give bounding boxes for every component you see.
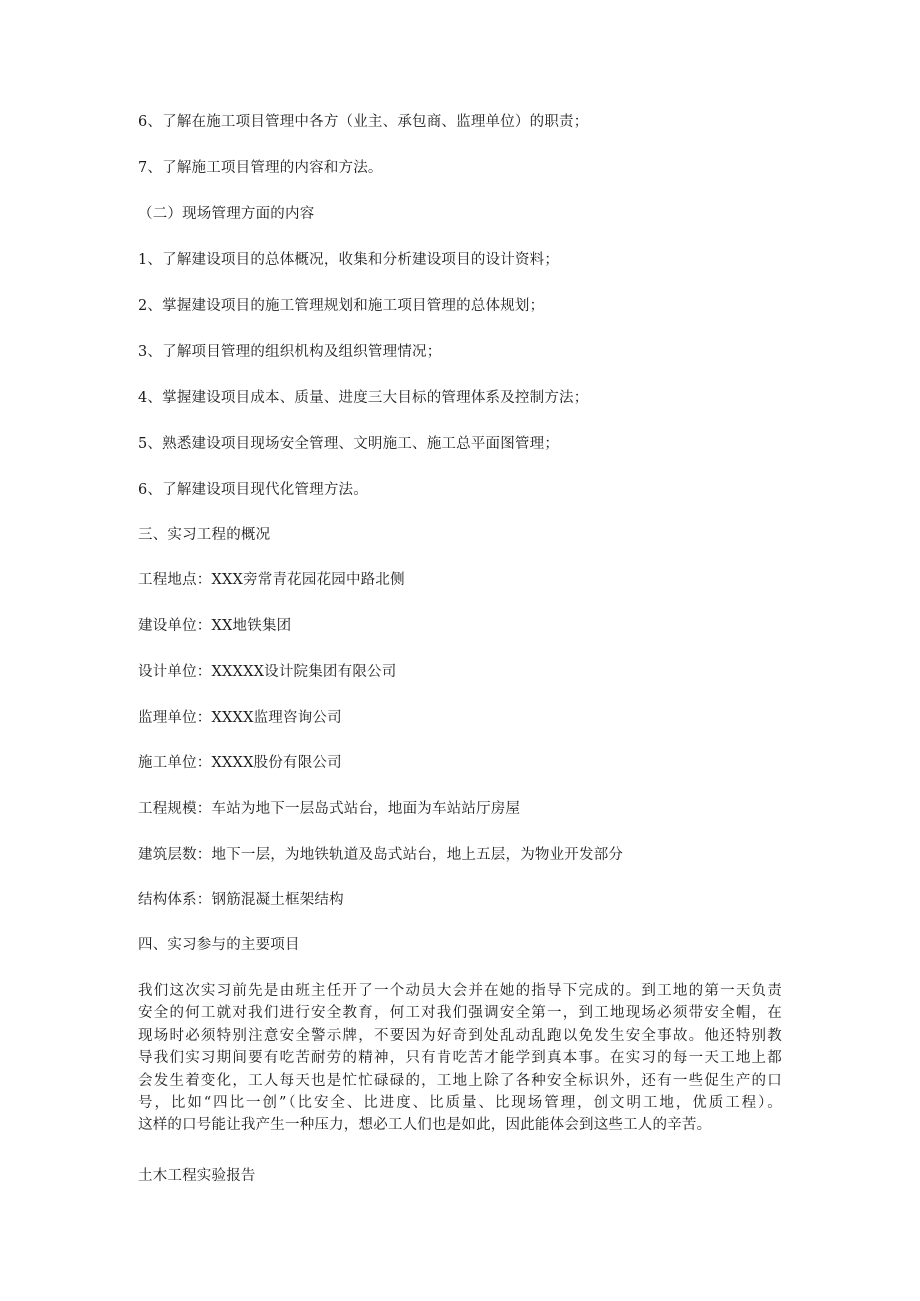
section-heading: 四、实习参与的主要项目: [138, 937, 300, 953]
building-floors: 建筑层数：地下一层，为地铁轨道及岛式站台，地上五层，为物业开发部分: [138, 847, 624, 863]
paragraph-line: 会发生着变化，工人每天也是忙忙碌碌的，工地上除了各种安全标识外，还有一些促生产的口: [138, 1072, 782, 1089]
paragraph-line: 现场时必须特别注意安全警示牌，不要因为好奇到处乱动乱跑以免发生安全事故。他还特别教: [138, 1027, 782, 1044]
body-paragraph: [138, 980, 782, 1137]
text-line: 2、掌握建设项目的施工管理规划和施工项目管理的总体规划；: [138, 298, 545, 314]
paragraph-line: 我们这次实习前先是由班主任开了一个动员大会并在她的指导下完成的。到工地的第一天负责: [138, 983, 782, 999]
project-location: 工程地点：XXX旁常青花园花园中路北侧: [138, 572, 405, 588]
construction-owner: 建设单位：XX地铁集团: [138, 618, 292, 634]
paragraph-line: 安全的何工就对我们进行安全教育，何工对我们强调安全第一，到工地现场必须带安全帽，在: [138, 1005, 782, 1022]
section-heading: 三、实习工程的概况: [138, 527, 271, 543]
document-page: [138, 0, 784, 1301]
text-line: 4、掌握建设项目成本、质量、进度三大目标的管理体系及控制方法；: [138, 390, 589, 406]
supervision-unit: 监理单位：XXXX监理咨询公司: [138, 710, 342, 726]
footer-heading: 土木工程实验报告: [138, 1168, 256, 1184]
text-line: 5、熟悉建设项目现场安全管理、文明施工、施工总平面图管理；: [138, 436, 560, 452]
project-scale: 工程规模：车站为地下一层岛式站台，地面为车站站厅房屋: [138, 801, 521, 817]
paragraph-line: 号，比如“四比一创”（比安全、比进度、比质量、比现场管理，创文明工地，优质工程）。: [138, 1095, 782, 1112]
text-line: 1、了解建设项目的总体概况，收集和分析建设项目的设计资料；: [138, 252, 560, 268]
text-line: 6、了解在施工项目管理中各方（业主、承包商、监理单位）的职责；: [138, 114, 589, 130]
section-heading: （二）现场管理方面的内容: [138, 206, 315, 222]
structure-system: 结构体系：钢筋混凝土框架结构: [138, 892, 344, 908]
paragraph-line: 导我们实习期间要有吃苦耐劳的精神，只有肯吃苦才能学到真本事。在实习的每一天工地上都: [138, 1050, 782, 1067]
text-line: 3、了解项目管理的组织机构及组织管理情况；: [138, 344, 442, 360]
paragraph-line: 这样的口号能让我产生一种压力，想必工人们也是如此，因此能体会到这些工人的辛苦。: [138, 1117, 712, 1134]
contractor-unit: 施工单位：XXXX股份有限公司: [138, 755, 342, 771]
design-unit: 设计单位：XXXXX设计院集团有限公司: [138, 664, 397, 680]
text-line: 6、了解建设项目现代化管理方法。: [138, 482, 368, 498]
text-line: 7、了解施工项目管理的内容和方法。: [138, 160, 383, 176]
